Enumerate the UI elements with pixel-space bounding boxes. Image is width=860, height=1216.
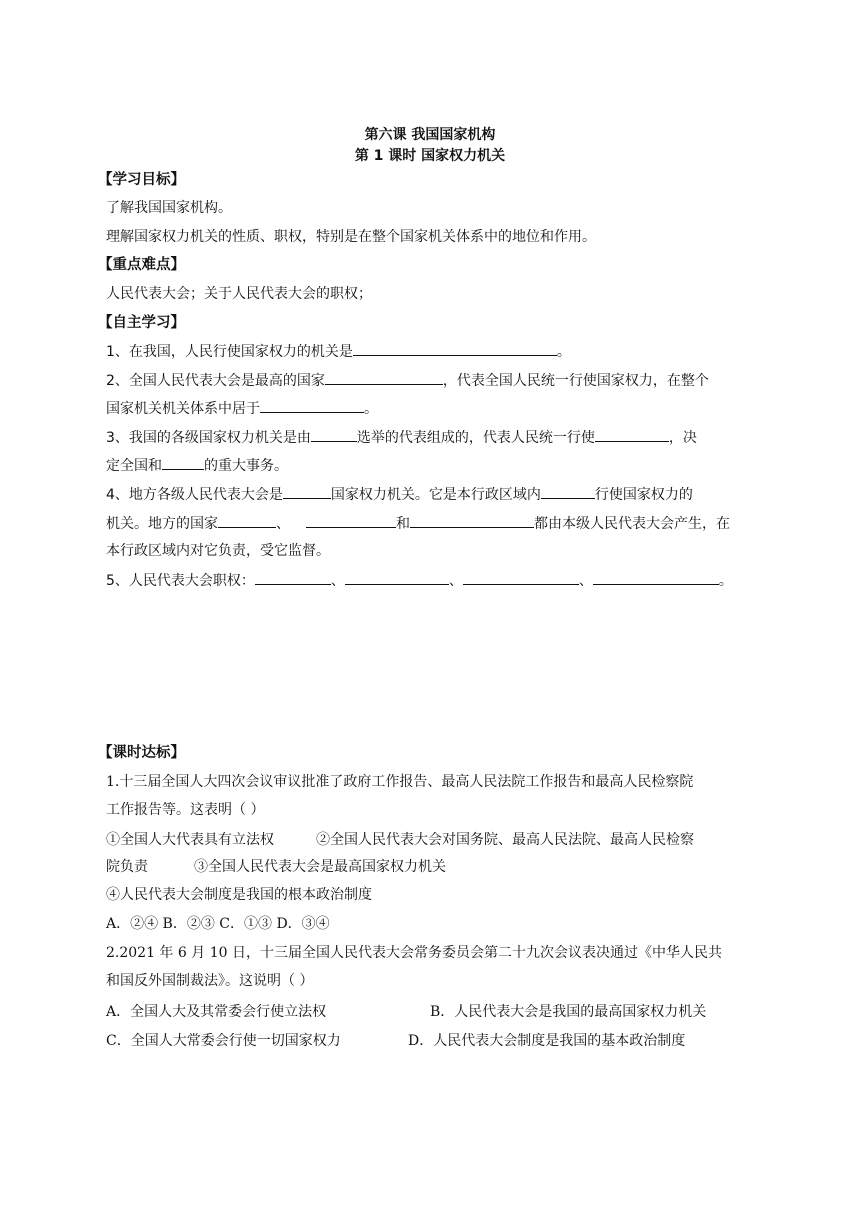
objectives-heading: 【学习目标】 bbox=[98, 172, 185, 188]
fill-blank[interactable] bbox=[311, 427, 357, 442]
q5-sep: 、 bbox=[448, 573, 463, 589]
q3-text: ，决 bbox=[668, 430, 697, 446]
q2-end: 。 bbox=[364, 401, 378, 417]
q3-text: 选举的代表组成的，代表人民统一行使 bbox=[356, 430, 595, 446]
objective-item: 理解国家权力机关的性质、职权，特别是在整个国家机关体系中的地位和作用。 bbox=[106, 229, 596, 245]
q2-text: ，代表全国人民统一行使国家权力，在整个 bbox=[442, 373, 709, 389]
q4-text: 机关。地方的国家 bbox=[106, 516, 218, 532]
question-4 bbox=[106, 484, 693, 505]
question-1 bbox=[106, 341, 571, 362]
q4-text: 行使国家权力的 bbox=[594, 487, 693, 503]
question-2 bbox=[106, 370, 709, 391]
practice-q2-stem: 和国反外国制裁法》。这说明（ ） bbox=[106, 973, 314, 989]
practice-q1-stem: 1.十三届全国人大四次会议审议批准了政府工作报告、最高人民法院工作报告和最高人民检察院 bbox=[106, 774, 694, 790]
question-4-cont bbox=[106, 513, 730, 534]
q5-end: 。 bbox=[718, 573, 733, 589]
key-points-text: 人民代表大会；关于人民代表大会的职权； bbox=[106, 286, 372, 302]
q5-sep: 、 bbox=[578, 573, 593, 589]
option-b[interactable]: B．人民代表大会是我国的最高国家权力机关 bbox=[430, 1004, 707, 1020]
fill-blank[interactable] bbox=[353, 341, 557, 356]
statement: 院负责 bbox=[106, 859, 148, 875]
self-study-heading: 【自主学习】 bbox=[98, 315, 185, 331]
q3-text: 定全国和 bbox=[106, 458, 162, 474]
objective-item: 了解我国国家机构。 bbox=[106, 200, 232, 216]
q4-text: 和 bbox=[396, 516, 410, 532]
statement: ③全国人民代表大会是最高国家权力机关 bbox=[194, 859, 446, 875]
q1-end: 。 bbox=[556, 344, 571, 360]
option-a[interactable]: A．全国人大及其常委会行使立法权 bbox=[106, 1004, 327, 1020]
q4-text: 4、地方各级人民代表大会是 bbox=[106, 487, 283, 503]
practice-heading: 【课时达标】 bbox=[98, 745, 185, 761]
statement: ④人民代表大会制度是我国的根本政治制度 bbox=[106, 887, 372, 903]
statement: ①全国人大代表具有立法权 bbox=[106, 832, 274, 848]
q4-text: 都由本级人民代表大会产生，在 bbox=[534, 516, 730, 532]
question-3 bbox=[106, 427, 697, 448]
practice-q1-statements bbox=[106, 857, 446, 877]
q2-text: 2、全国人民代表大会是最高的国家 bbox=[106, 373, 325, 389]
lesson-subtitle: 第 1 课时 国家权力机关 bbox=[354, 148, 506, 164]
q5-text: 5、人民代表大会职权： bbox=[106, 573, 255, 589]
practice-q1-statements bbox=[106, 830, 694, 850]
fill-blank[interactable] bbox=[306, 513, 396, 528]
key-points-heading: 【重点难点】 bbox=[98, 257, 185, 273]
q5-sep: 、 bbox=[330, 573, 345, 589]
question-4-cont2: 本行政区域内对它负责，受它监督。 bbox=[106, 543, 330, 559]
fill-blank[interactable] bbox=[595, 427, 669, 442]
statement: ②全国人民代表大会对国务院、最高人民法院、最高人民检察 bbox=[316, 832, 694, 848]
lesson-title: 第六课 我国国家机构 bbox=[364, 127, 496, 143]
option-d[interactable]: D．人民代表大会制度是我国的基本政治制度 bbox=[408, 1033, 686, 1049]
fill-blank[interactable] bbox=[255, 570, 331, 585]
fill-blank[interactable] bbox=[410, 513, 534, 528]
question-2-cont bbox=[106, 398, 378, 419]
fill-blank[interactable] bbox=[463, 570, 579, 585]
option-c[interactable]: C．全国人大常委会行使一切国家权力 bbox=[106, 1033, 341, 1049]
fill-blank[interactable] bbox=[541, 484, 595, 499]
q3-end: 的重大事务。 bbox=[204, 458, 288, 474]
q2-text: 国家机关机关体系中居于 bbox=[106, 401, 260, 417]
question-3-cont bbox=[106, 455, 288, 476]
practice-q1-options[interactable]: A．②④ B．②③ C．①③ D．③④ bbox=[106, 916, 330, 932]
fill-blank[interactable] bbox=[283, 484, 331, 499]
q3-text: 3、我国的各级国家权力机关是由 bbox=[106, 430, 311, 446]
fill-blank[interactable] bbox=[325, 370, 443, 385]
q1-text: 1、在我国，人民行使国家权力的机关是 bbox=[106, 344, 353, 360]
q4-text: 、 bbox=[276, 516, 290, 532]
question-5 bbox=[106, 570, 733, 591]
practice-q1-stem: 工作报告等。这表明（ ） bbox=[106, 802, 265, 818]
fill-blank[interactable] bbox=[162, 455, 204, 470]
fill-blank[interactable] bbox=[593, 570, 719, 585]
fill-blank[interactable] bbox=[345, 570, 449, 585]
fill-blank[interactable] bbox=[260, 398, 364, 413]
fill-blank[interactable] bbox=[218, 513, 276, 528]
q4-text: 国家权力机关。它是本行政区域内 bbox=[330, 487, 541, 503]
practice-q2-stem: 2.2021 年 6 月 10 日，十三届全国人民代表大会常务委员会第二十九次会议表决通过《中华人民共 bbox=[106, 945, 722, 961]
